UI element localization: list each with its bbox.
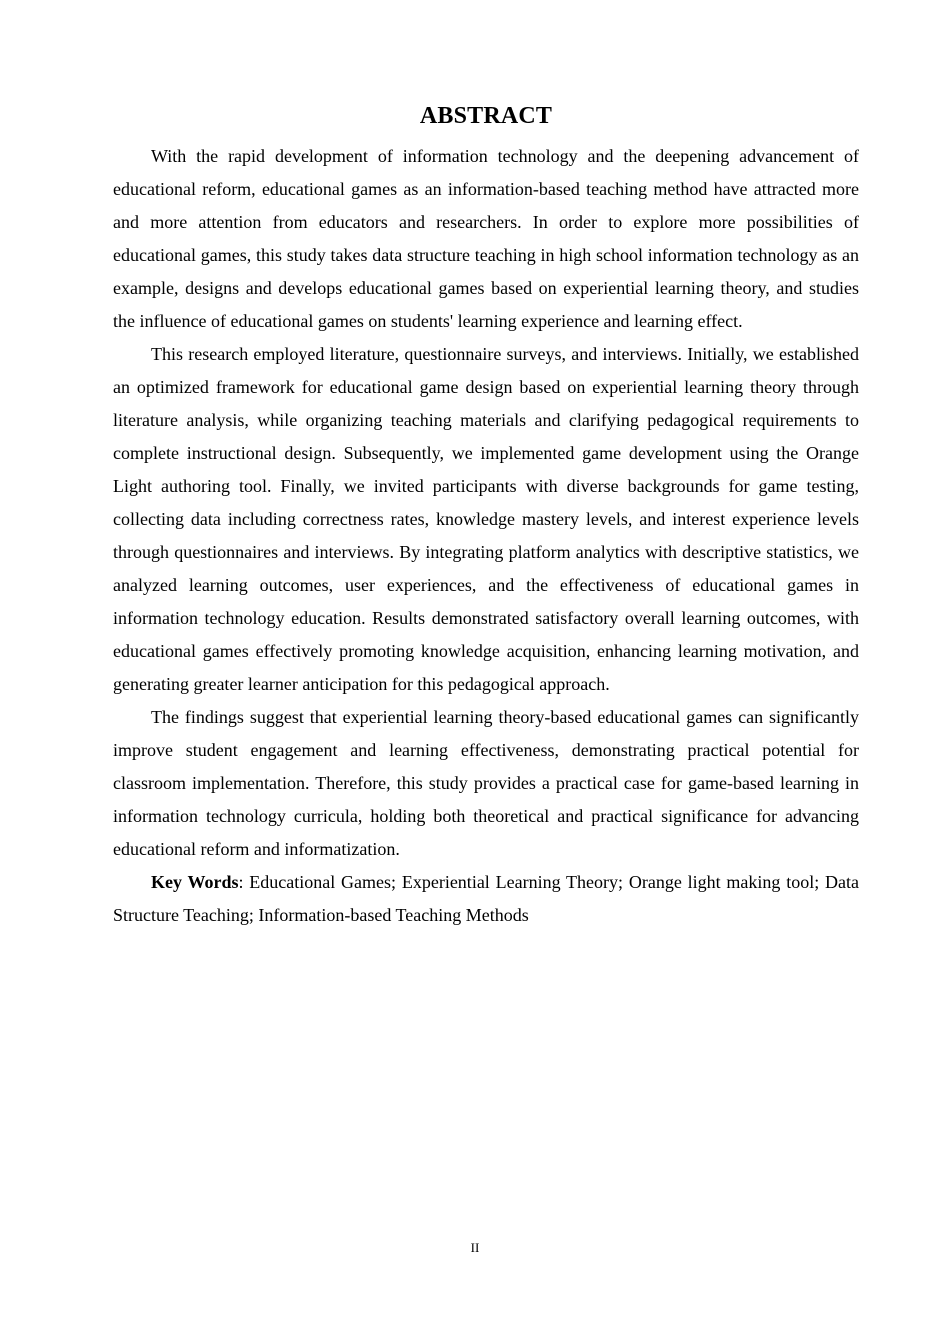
page-number: II	[470, 1240, 480, 1255]
abstract-paragraph-2: This research employed literature, questionnaire surveys, and interviews. Initially, we established an optimized framework for educational game design based on experiential learning theory through literature analysis, while organizing teaching materials and clarifying pedagogical requirements to complete instructional design. Subsequently, we implemented game development using the Orange Light authoring tool. Finally, we invited participants with diverse backgrounds for game testing, collecting data including correctness rates, knowledge mastery levels, and interest experience levels through questionnaires and interviews. By integrating platform analytics with descriptive statistics, we analyzed learning outcomes, user experiences, and the effectiveness of educational games in information technology education. Results demonstrated satisfactory overall learning outcomes, with educational games effectively promoting knowledge acquisition, enhancing learning motivation, and generating greater learner anticipation for this pedagogical approach.	[113, 344, 859, 694]
abstract-title: ABSTRACT	[419, 103, 553, 129]
keywords-label: Key Words	[151, 872, 239, 892]
keywords-paragraph	[113, 866, 859, 932]
abstract-paragraph-1: With the rapid development of information technology and the deepening advancement of educational reform, educational games as an information-based teaching method have attracted more and more attention from educators and researchers. In order to explore more possibilities of educational games, this study takes data structure teaching in high school information technology as an example, designs and develops educational games based on experiential learning theory, and studies the influence of educational games on students' learning experience and learning effect.	[113, 146, 859, 331]
abstract-paragraph-3: The findings suggest that experiential learning theory-based educational games can significantly improve student engagement and learning effectiveness, demonstrating practical potential for classroom implementation. Therefore, this study provides a practical case for game-based learning in information technology curricula, holding both theoretical and practical significance for advancing educational reform and informatization.	[113, 707, 859, 859]
abstract-body	[113, 140, 859, 932]
keywords-list: : Educational Games; Experiential Learning Theory; Orange light making tool; Data Structure Teaching; Information-based Teaching Methods	[113, 872, 859, 925]
